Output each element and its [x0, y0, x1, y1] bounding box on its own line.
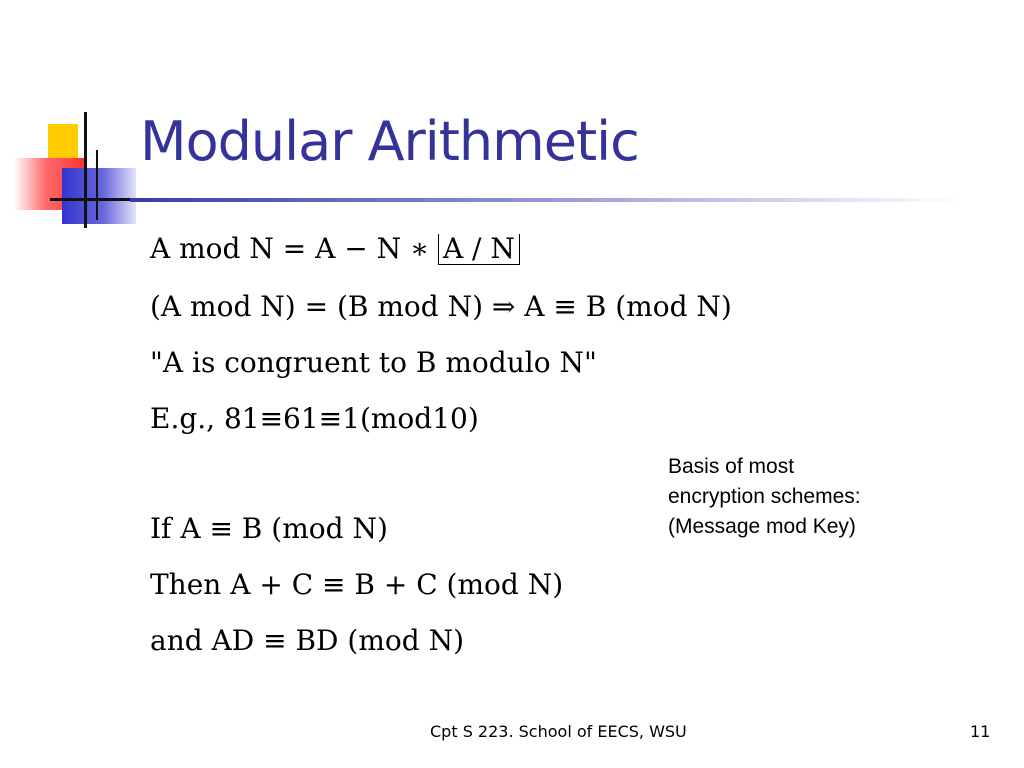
logo-vertical-line-short [96, 150, 98, 220]
slide-title: Modular Arithmetic [140, 110, 639, 173]
formula-if: If A ≡ B (mod N) [150, 512, 388, 545]
formula-congruence-text: "A is congruent to B modulo N" [150, 346, 597, 379]
formula-mod-definition [150, 232, 520, 265]
floor-bracket [438, 234, 520, 265]
logo-vertical-line [84, 112, 87, 228]
side-note-line-3: (Message mod Key) [668, 515, 856, 538]
footer-text: Cpt S 223. School of EECS, WSU [430, 722, 687, 741]
logo-blue-square [62, 168, 136, 224]
logo-decoration [0, 0, 150, 240]
formula-then: Then A + C ≡ B + C (mod N) [150, 568, 564, 601]
side-note [668, 452, 861, 542]
formula-example: E.g., 81≡61≡1(mod10) [150, 402, 479, 435]
side-note-line-2: encryption schemes: [668, 485, 861, 508]
title-underline [130, 198, 960, 202]
formula-congruence-definition: (A mod N) = (B mod N) ⇒ A ≡ B (mod N) [150, 290, 732, 323]
side-note-line-1: Basis of most [668, 455, 795, 478]
floor-content: A / N [442, 232, 515, 265]
formula-and: and AD ≡ BD (mod N) [150, 624, 464, 657]
page-number: 11 [970, 722, 991, 741]
formula-mod-lhs: A mod N = A − N ∗ [150, 232, 438, 265]
